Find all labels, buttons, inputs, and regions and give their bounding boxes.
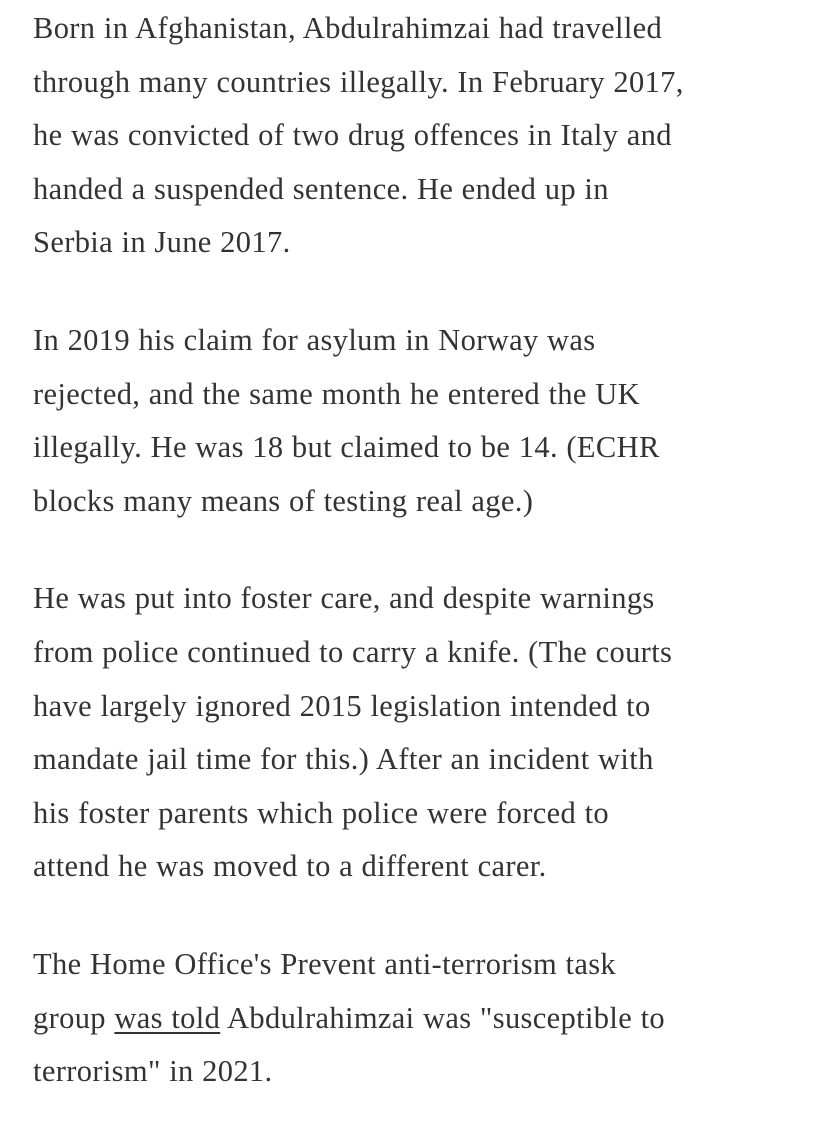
paragraph-foster-care [33, 572, 813, 894]
text-segment: group [33, 1000, 115, 1035]
text-line: illegally. He was 18 but claimed to be 14. (ECHR [33, 430, 660, 465]
text-line: from police continued to carry a knife. (The courts [33, 634, 673, 669]
text-segment: Abdulrahimzai was "susceptible to [220, 1000, 665, 1035]
paragraph-asylum [33, 314, 813, 528]
text-line: The Home Office's Prevent anti-terrorism task [33, 946, 617, 981]
text-line: terrorism" in 2021. [33, 1054, 273, 1089]
text-line: attend he was moved to a different carer. [33, 849, 547, 884]
text-line: blocks many means of testing real age.) [33, 483, 534, 518]
text-line: through many countries illegally. In February 2017, [33, 64, 684, 99]
text-line-with-link [33, 992, 813, 1046]
paragraph-background [33, 2, 813, 270]
text-line: have largely ignored 2015 legislation intended to [33, 688, 651, 723]
text-line: mandate jail time for this.) After an incident with [33, 742, 654, 777]
text-line: Serbia in June 2017. [33, 225, 291, 260]
text-line: rejected, and the same month he entered the UK [33, 376, 640, 411]
article-body [33, 0, 813, 1143]
text-line: He was put into foster care, and despite warnings [33, 581, 655, 616]
text-line: handed a suspended sentence. He ended up in [33, 171, 609, 206]
text-line: he was convicted of two drug offences in Italy and [33, 118, 672, 153]
paragraph-prevent [33, 938, 813, 1099]
text-line: Born in Afghanistan, Abdulrahimzai had travelled [33, 11, 663, 45]
text-line: In 2019 his claim for asylum in Norway was [33, 322, 596, 357]
text-line: his foster parents which police were forced to [33, 795, 610, 830]
was-told-link[interactable]: was told [114, 1000, 221, 1035]
